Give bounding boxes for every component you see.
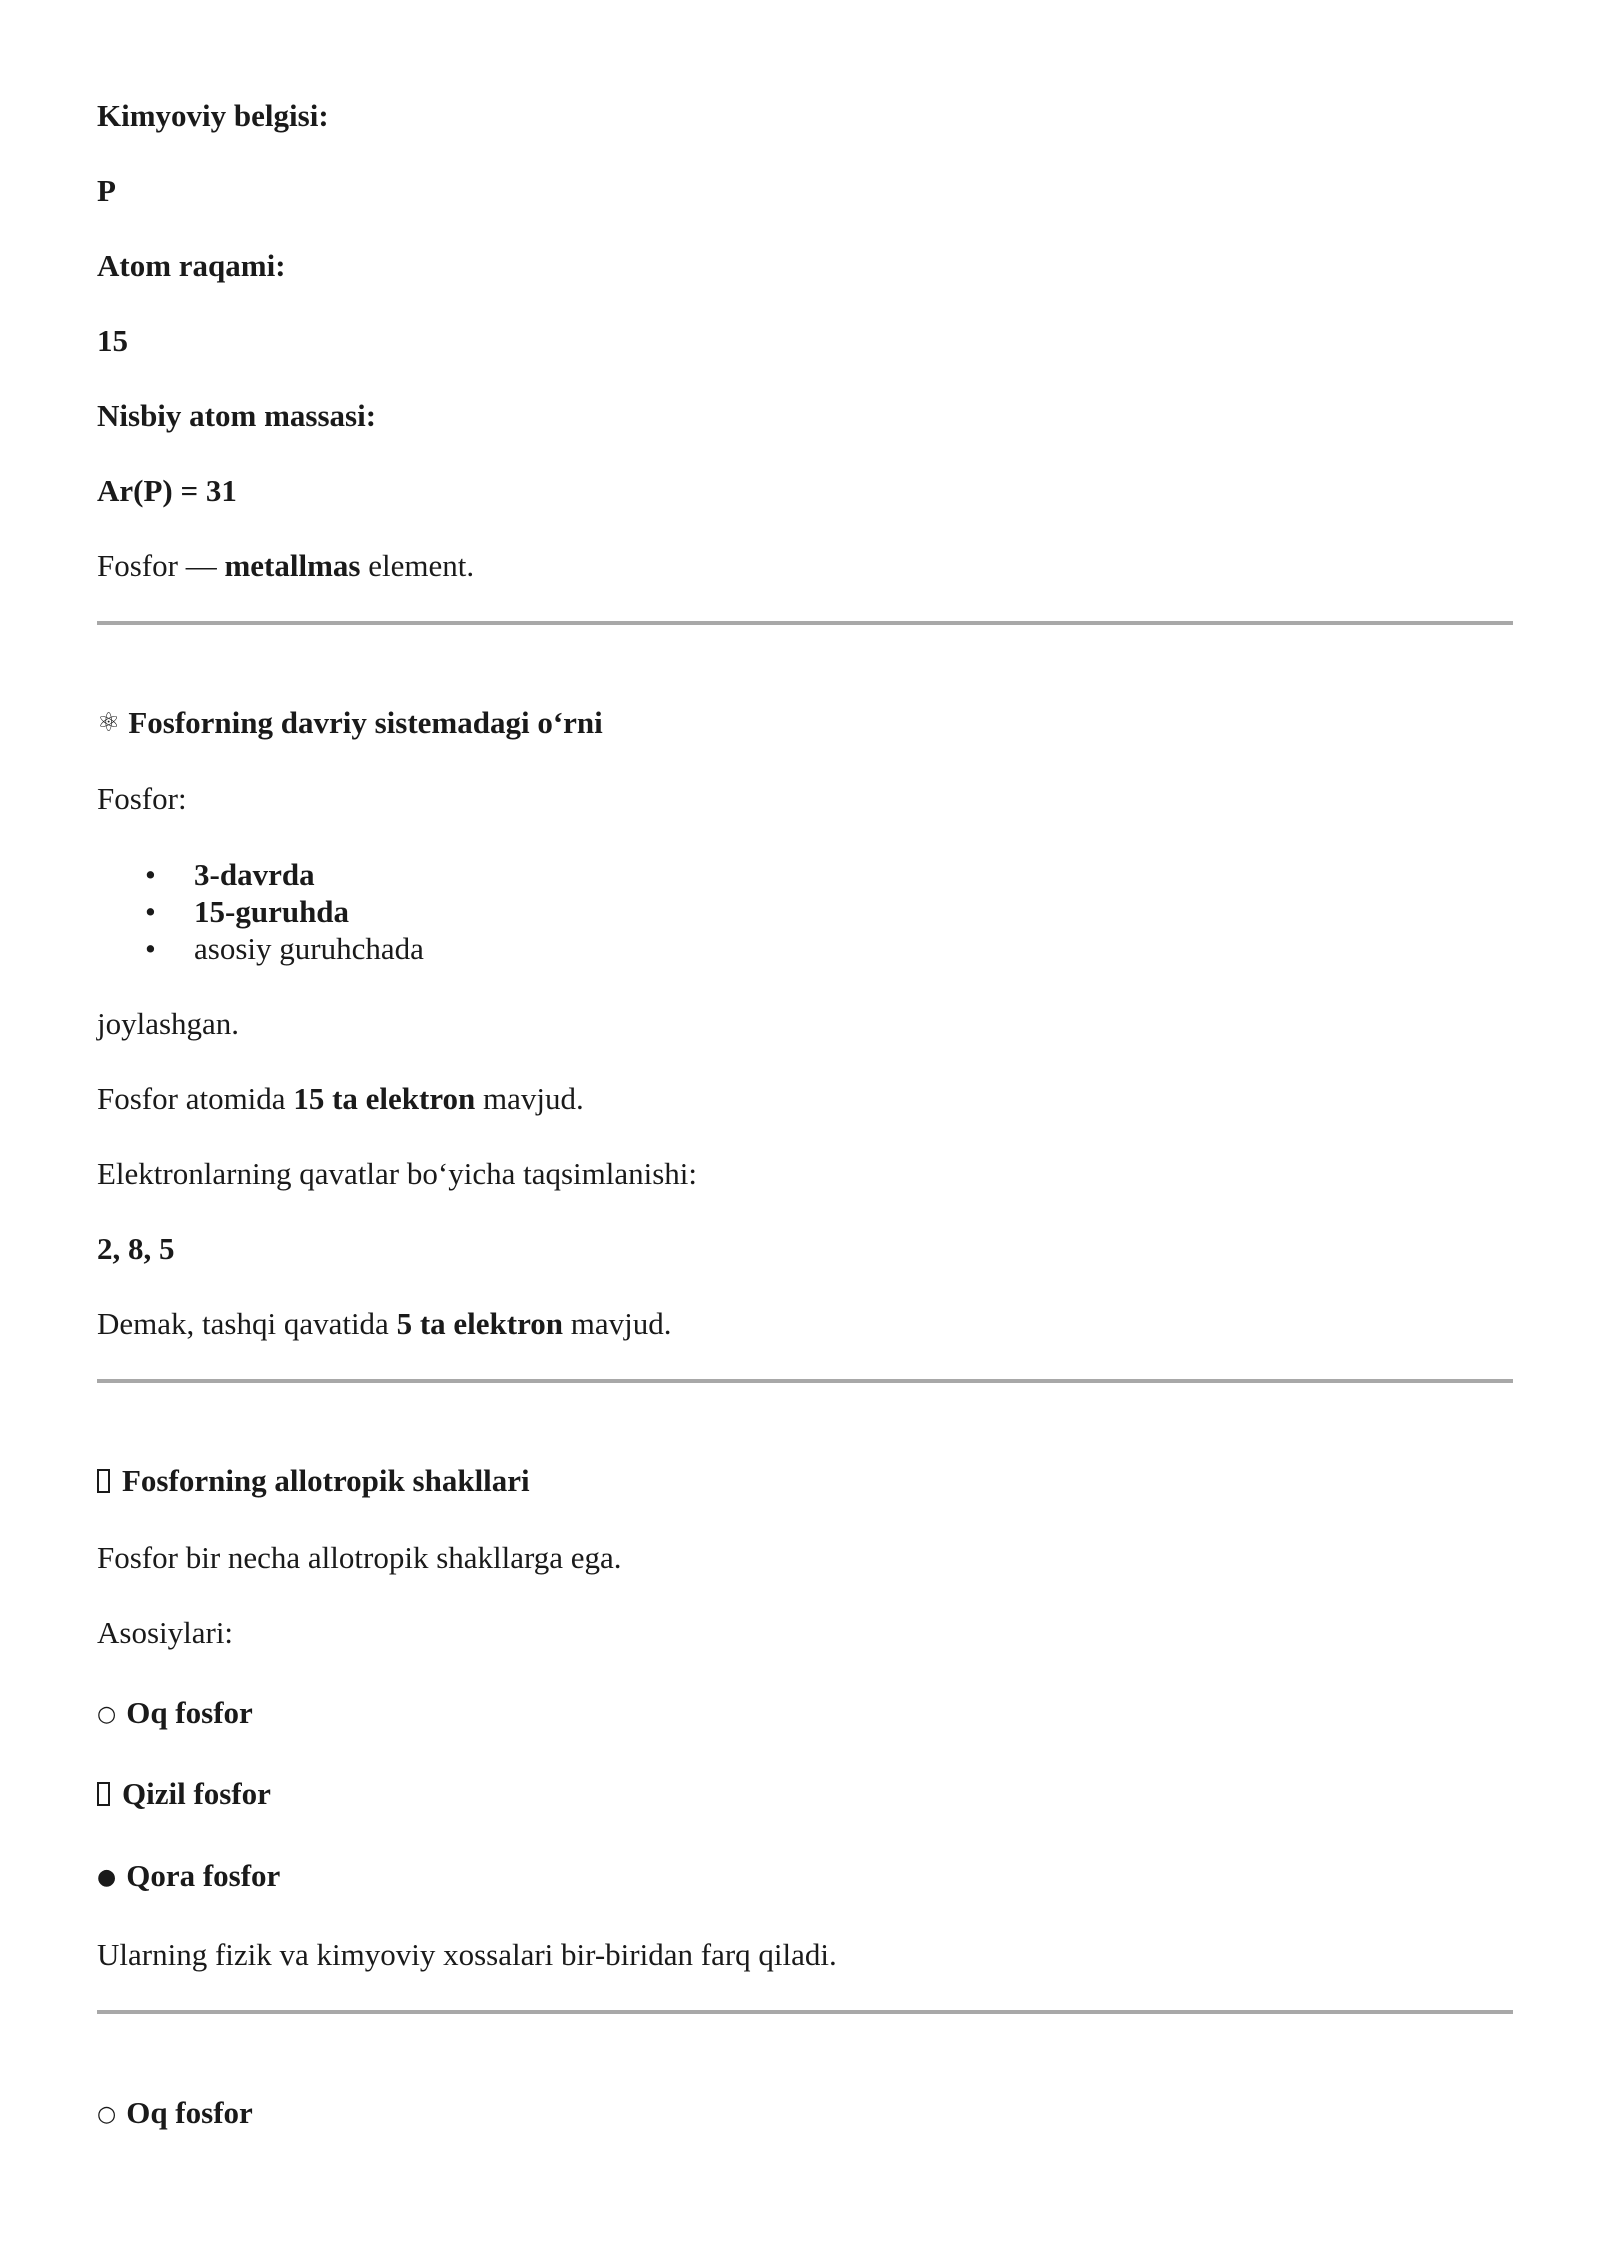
mass-value: Ar(P) = 31	[97, 473, 237, 508]
element-type-bold: metallmas	[224, 548, 361, 583]
black-circle-icon: ●	[97, 1865, 117, 1890]
allotropes-conclusion: Ularning fizik va kimyoviy xossalari bir-biridan farq qiladi.	[97, 1937, 837, 1972]
section-heading-white-text: Oq fosfor	[126, 2095, 253, 2130]
symbol-label: Kimyoviy belgisi:	[97, 98, 329, 133]
bullet-dot: •	[145, 894, 156, 929]
element-type-suffix: element.	[360, 548, 475, 583]
element-type-prefix: Fosfor —	[97, 548, 225, 583]
section-divider	[97, 621, 1513, 625]
allotrope-black	[97, 1856, 280, 1898]
allotrope-white	[97, 1693, 253, 1735]
bullet-dot: •	[145, 857, 156, 892]
section-heading-allotropes-text: Fosforning allotropik shakllari	[122, 1463, 530, 1498]
allotrope-white-label: Oq fosfor	[126, 1695, 253, 1730]
distribution-label: Elektronlarning qavatlar bo‘yicha taqsimlanishi:	[97, 1156, 698, 1191]
outer-shell-bold: 5 ta elektron	[396, 1306, 564, 1341]
section-heading-white	[97, 2093, 253, 2135]
electrons-suffix: mavjud.	[475, 1081, 584, 1116]
element-type-line	[97, 546, 474, 586]
position-after-list: joylashgan.	[97, 1006, 240, 1041]
section-heading-position	[97, 703, 603, 743]
section-divider	[97, 1379, 1513, 1383]
electrons-bold: 15 ta elektron	[293, 1081, 476, 1116]
white-circle-icon: ○	[97, 2102, 117, 2127]
allotropes-main-label: Asosiylari:	[97, 1615, 234, 1650]
outer-shell-line	[97, 1304, 672, 1344]
electrons-line	[97, 1079, 584, 1119]
list-item-group: 15-guruhda	[194, 894, 350, 929]
list-item-period: 3-davrda	[194, 857, 315, 892]
position-intro: Fosfor:	[97, 781, 187, 816]
section-heading-position-text: Fosforning davriy sistemadagi o‘rni	[128, 705, 603, 740]
atomic-number-label: Atom raqami:	[97, 248, 286, 283]
white-circle-icon: ○	[97, 1702, 117, 1727]
atomic-number-value: 15	[97, 323, 128, 358]
list-item-subgroup: asosiy guruhchada	[194, 931, 424, 966]
outer-shell-prefix: Demak, tashqi qavatida	[97, 1306, 397, 1341]
section-divider	[97, 2010, 1513, 2014]
allotrope-black-label: Qora fosfor	[126, 1858, 281, 1893]
allotrope-red-label: Qizil fosfor	[122, 1776, 271, 1811]
section-heading-allotropes	[97, 1461, 530, 1501]
allotropes-intro: Fosfor bir necha allotropik shakllarga ega.	[97, 1540, 622, 1575]
symbol-value: P	[97, 173, 116, 208]
mass-label: Nisbiy atom massasi:	[97, 398, 377, 433]
distribution-value: 2, 8, 5	[97, 1231, 175, 1266]
missing-glyph-icon	[97, 1469, 110, 1493]
outer-shell-suffix: mavjud.	[563, 1306, 672, 1341]
electrons-prefix: Fosfor atomida	[97, 1081, 294, 1116]
atom-icon: ⚛	[97, 708, 121, 738]
missing-glyph-icon	[97, 1782, 110, 1806]
bullet-dot: •	[145, 931, 156, 966]
allotrope-red	[97, 1774, 271, 1814]
